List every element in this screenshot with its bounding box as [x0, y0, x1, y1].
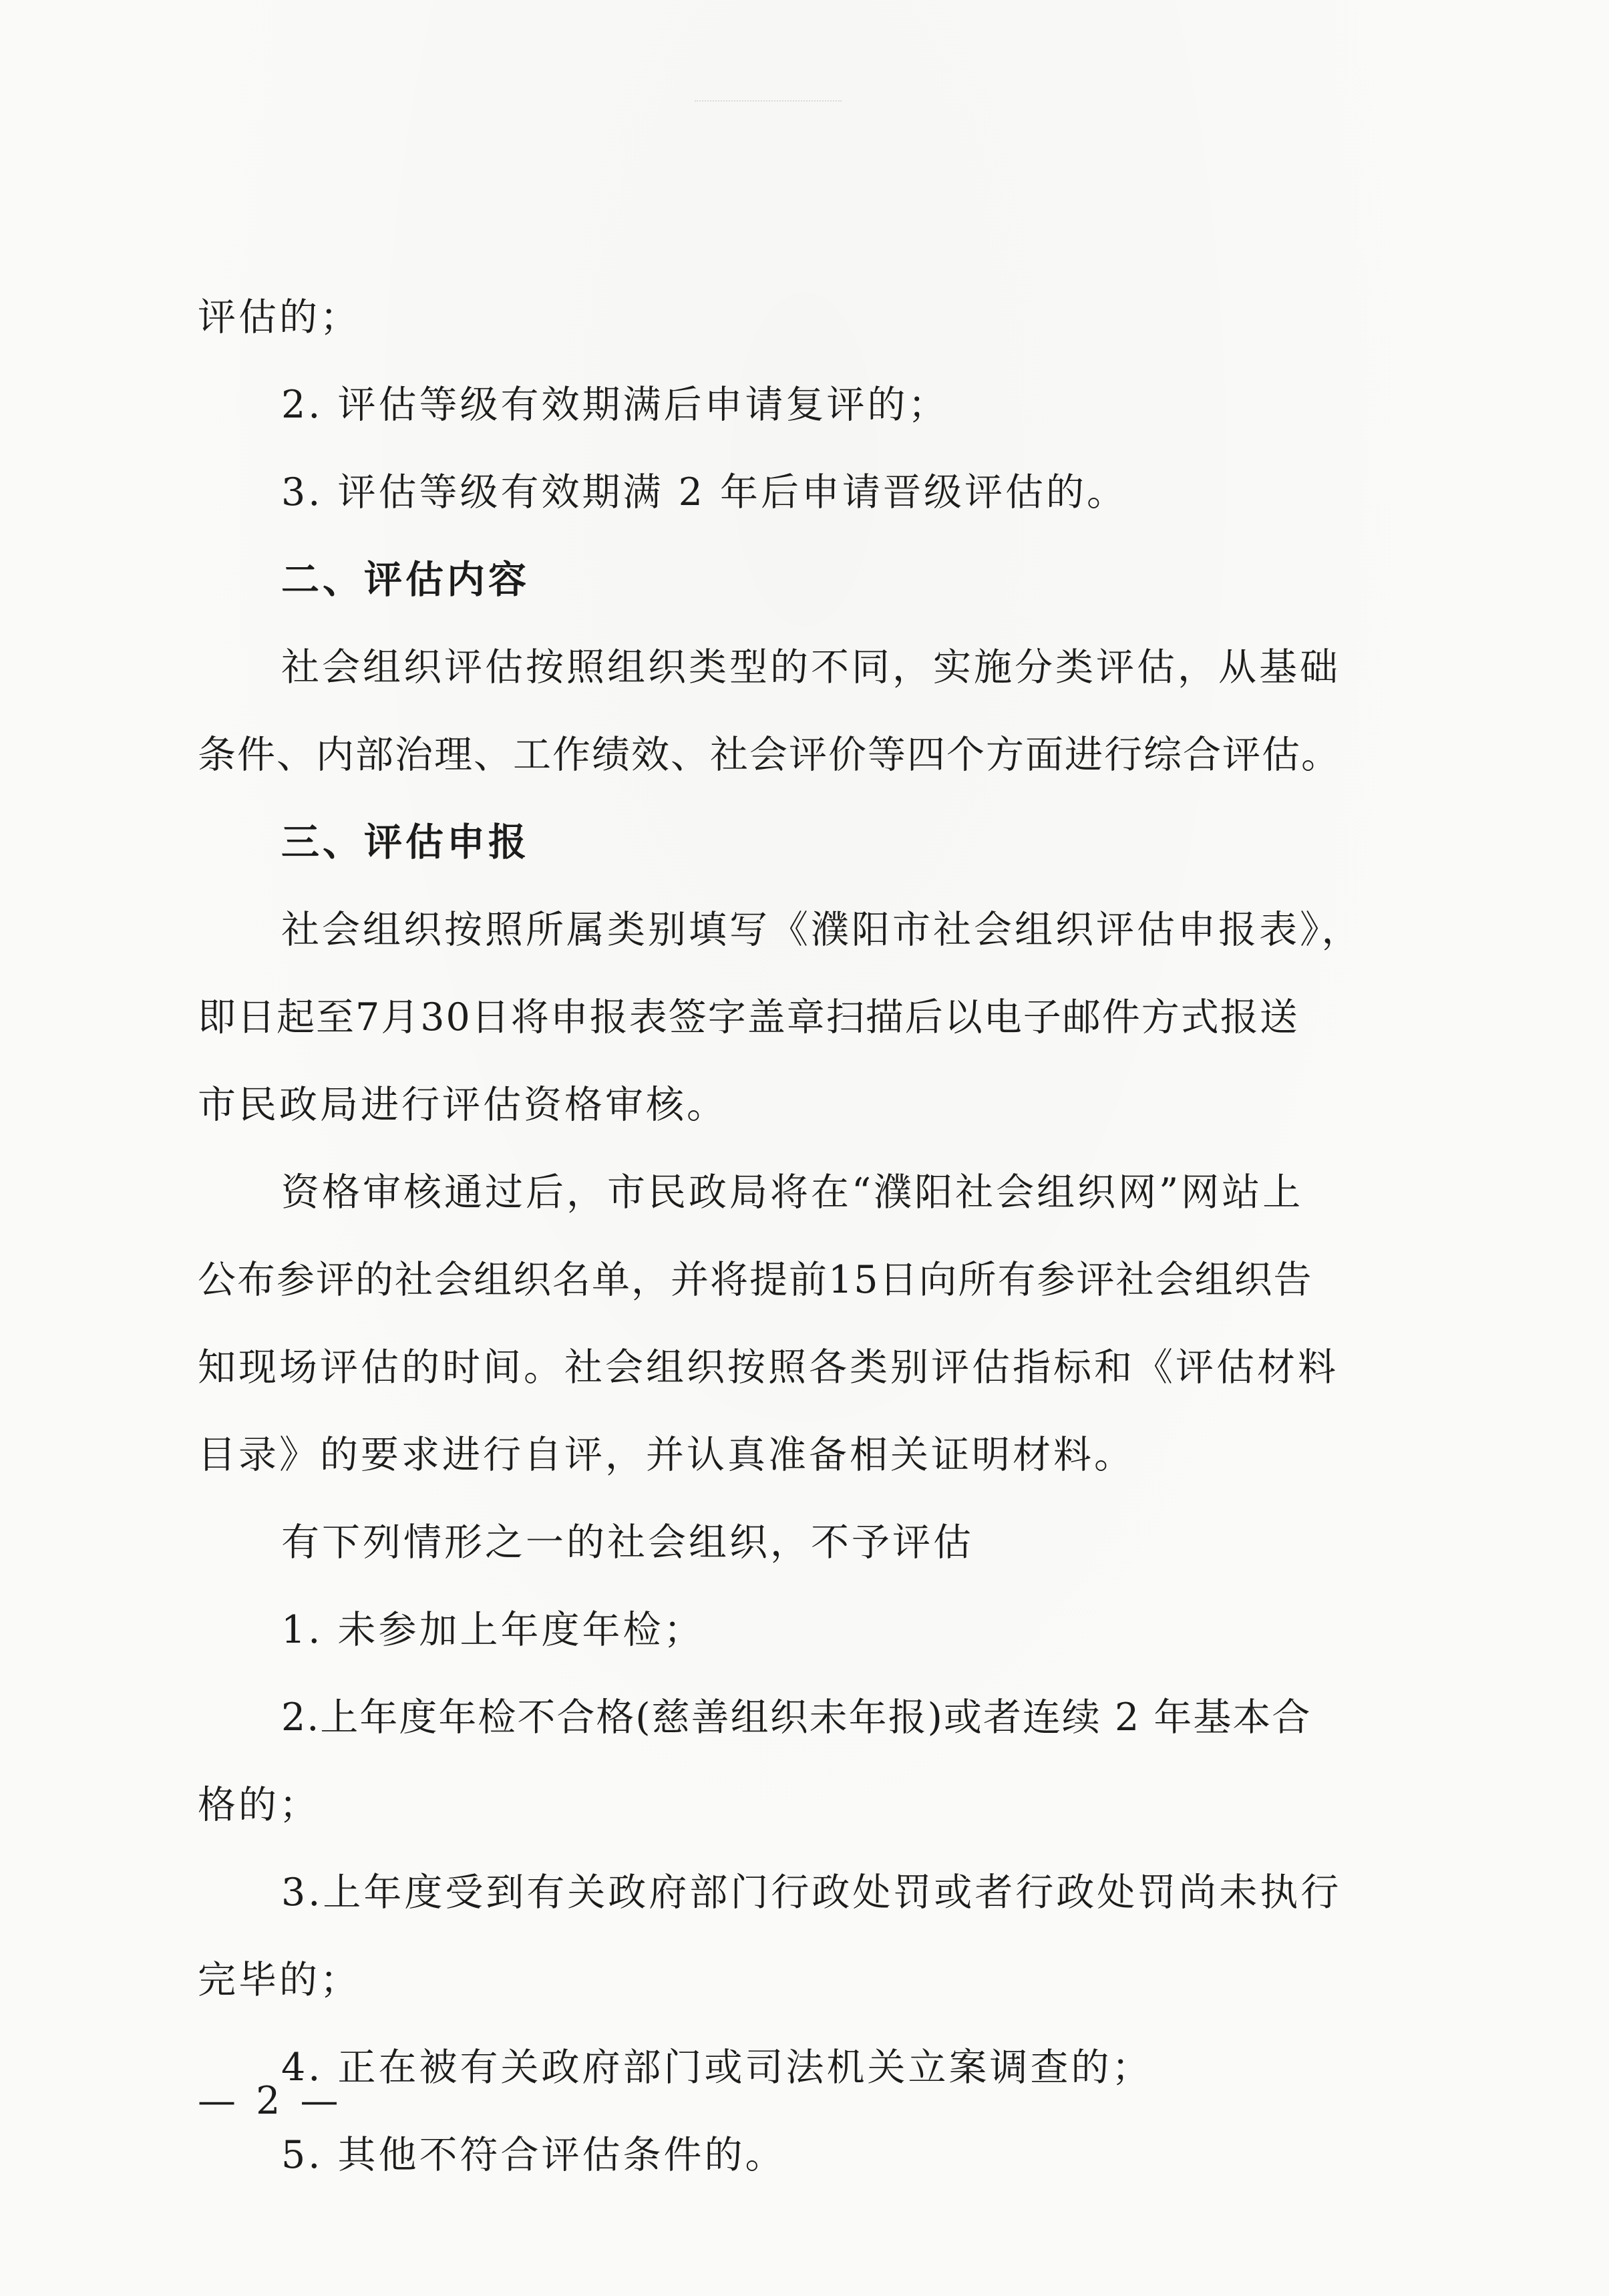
- paragraph-line: 社会组织按照所属类别填写《濮阳市社会组织评估申报表》，: [281, 908, 1363, 952]
- list-item: 3.上年度受到有关政府部门行政处罚或者行政处罚尚未执行: [281, 1870, 1342, 1915]
- page-number: — 2 —: [198, 2079, 343, 2123]
- scan-artifact: [695, 100, 842, 115]
- paragraph-line: 市民政局进行评估资格审核。: [198, 1083, 727, 1127]
- section-heading: 二、评估内容: [281, 558, 530, 602]
- section-heading: 三、评估申报: [281, 820, 530, 864]
- list-item: 1. 未参加上年度年检；: [281, 1608, 705, 1652]
- list-item-continuation: 格的；: [198, 1783, 320, 1827]
- paragraph-line: 目录》的要求进行自评，并认真准备相关证明材料。: [198, 1433, 1135, 1477]
- list-item: 2.上年度年检不合格(慈善组织未年报)或者连续 2 年基本合: [281, 1695, 1312, 1740]
- paragraph-line: 社会组织评估按照组织类型的不同，实施分类评估，从基础: [281, 645, 1340, 689]
- list-item-continuation: 完毕的；: [198, 1958, 361, 2002]
- list-item: 3. 评估等级有效期满 2 年后申请晋级评估的。: [281, 470, 1128, 514]
- document-body: [198, 274, 1413, 2199]
- paragraph-line: 有下列情形之一的社会组织，不予评估: [281, 1520, 974, 1565]
- paragraph-line: 知现场评估的时间。社会组织按照各类别评估指标和《评估材料: [198, 1345, 1338, 1389]
- list-item: 5. 其他不符合评估条件的。: [281, 2133, 786, 2177]
- paragraph-line: 公布参评的社会组织名单，并将提前15日向所有参评社会组织告: [198, 1258, 1313, 1302]
- paragraph-line: 即日起至7月30日将申报表签字盖章扫描后以电子邮件方式报送: [198, 995, 1299, 1039]
- list-item: 4. 正在被有关政府部门或司法机关立案调查的；: [281, 2045, 1153, 2090]
- paragraph-line: 资格审核通过后，市民政局将在“濮阳社会组织网”网站上: [281, 1170, 1304, 1214]
- list-item: 2. 评估等级有效期满后申请复评的；: [281, 383, 949, 427]
- paragraph-line: 评估的；: [198, 295, 361, 339]
- paragraph-line: 条件、内部治理、工作绩效、社会评价等四个方面进行综合评估。: [198, 733, 1340, 777]
